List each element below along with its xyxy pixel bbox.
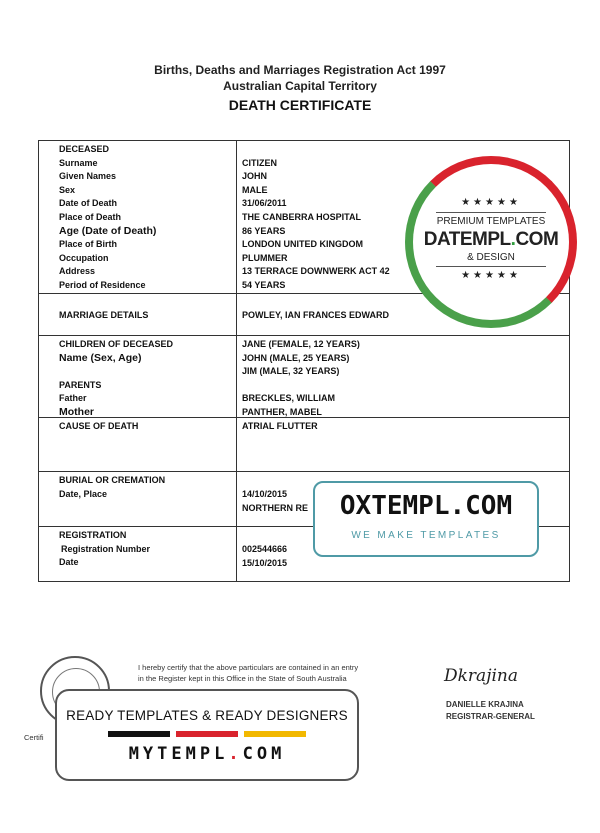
registrar-title: REGISTRAR-GENERAL bbox=[446, 712, 535, 721]
age-value: 86 YEARS bbox=[242, 225, 286, 236]
given-names-label: Given Names bbox=[59, 171, 117, 182]
oxtempl-tagline: WE MAKE TEMPLATES bbox=[351, 530, 501, 541]
document-header bbox=[0, 62, 600, 115]
sex-value: MALE bbox=[242, 184, 268, 195]
sex-label: Sex bbox=[59, 184, 76, 195]
registrar-name: DANIELLE KRAJINA bbox=[446, 700, 524, 709]
design-text: & DESIGN bbox=[467, 252, 515, 263]
registration-heading: REGISTRATION bbox=[59, 530, 127, 540]
period-of-residence-label: Period of Residence bbox=[59, 279, 146, 290]
place-of-birth-value: LONDON UNITED KINGDOM bbox=[242, 239, 363, 250]
given-names-value: JOHN bbox=[242, 171, 268, 182]
marriage-label: MARRIAGE DETAILS bbox=[59, 309, 149, 320]
burial-date: 14/10/2015 bbox=[242, 489, 288, 499]
burial-heading: BURIAL OR CREMATION bbox=[59, 475, 166, 485]
period-of-residence-value: 54 YEARS bbox=[242, 279, 286, 290]
datempl-tld: COM bbox=[515, 229, 559, 250]
parents-heading: PARENTS bbox=[59, 379, 102, 390]
child-3-value: JIM (MALE, 32 YEARS) bbox=[242, 366, 340, 377]
occupation-value: PLUMMER bbox=[242, 252, 288, 263]
marriage-value: POWLEY, IAN FRANCES EDWARD bbox=[242, 309, 390, 320]
cause-label: CAUSE OF DEATH bbox=[59, 421, 139, 431]
child-1-value: JANE (FEMALE, 12 YEARS) bbox=[242, 339, 360, 349]
mytempl-brand bbox=[57, 743, 357, 765]
datempl-dot: . bbox=[510, 229, 516, 250]
datempl-brand bbox=[413, 229, 569, 251]
surname-label: Surname bbox=[59, 157, 98, 168]
star-rating-icon: ★★★★★ bbox=[461, 197, 521, 208]
date-of-death-value: 31/06/2011 bbox=[242, 198, 287, 209]
date-of-death-label: Date of Death bbox=[59, 198, 118, 209]
child-2-value: JOHN (MALE, 25 YEARS) bbox=[242, 352, 350, 363]
mother-value: PANTHER, MABEL bbox=[242, 406, 322, 417]
mytempl-name: MYTEMPL bbox=[128, 744, 229, 764]
burial-label: Date, Place bbox=[59, 488, 108, 499]
cause-section bbox=[39, 418, 569, 472]
father-label: Father bbox=[59, 393, 87, 404]
surname-value: CITIZEN bbox=[242, 157, 277, 168]
registration-date-value: 15/10/2015 bbox=[242, 557, 288, 568]
black-bar bbox=[108, 731, 170, 737]
children-heading: CHILDREN OF DECEASED bbox=[59, 339, 174, 349]
badge-divider-bottom bbox=[436, 266, 546, 267]
certificate-title: DEATH CERTIFICATE bbox=[228, 97, 372, 113]
mytempl-tagline: READY TEMPLATES & READY DESIGNERS bbox=[66, 708, 348, 723]
children-subheading: Name (Sex, Age) bbox=[59, 351, 142, 364]
registration-number-label: Registration Number bbox=[61, 543, 151, 554]
deceased-heading: DECEASED bbox=[59, 144, 110, 154]
certified-text: Certifi bbox=[24, 733, 44, 742]
age-label: Age (Date of Death) bbox=[59, 224, 157, 237]
mother-label: Mother bbox=[59, 405, 94, 418]
certification-line-2: in the Register kept in this Office in the State of South Australia bbox=[138, 674, 347, 683]
registration-date-label: Date bbox=[59, 557, 79, 568]
color-bars bbox=[57, 731, 357, 737]
registration-number-value: 002544666 bbox=[242, 544, 288, 554]
territory-title: Australian Capital Territory bbox=[223, 79, 377, 93]
oxtempl-banner bbox=[313, 481, 539, 557]
address-label: Address bbox=[59, 266, 96, 277]
father-value: BRECKLES, WILLIAM bbox=[242, 393, 335, 404]
star-rating-icon-bottom: ★★★★★ bbox=[461, 270, 521, 281]
oxtempl-brand: OXTEMPL.COM bbox=[339, 491, 513, 521]
registrar-block bbox=[446, 699, 535, 723]
place-of-birth-label: Place of Birth bbox=[59, 239, 118, 250]
mytempl-tld: COM bbox=[242, 744, 286, 764]
place-of-death-value: THE CANBERRA HOSPITAL bbox=[242, 211, 361, 222]
datempl-name: DATEMPL bbox=[423, 229, 511, 250]
certification-line-1: I hereby certify that the above particulars are contained in an entry bbox=[138, 663, 359, 672]
mytempl-dot: . bbox=[228, 744, 243, 764]
act-title: Births, Deaths and Marriages Registration Act 1997 bbox=[154, 63, 446, 77]
place-of-death-label: Place of Death bbox=[59, 211, 122, 222]
certification-text bbox=[138, 662, 408, 684]
occupation-label: Occupation bbox=[59, 252, 109, 263]
burial-place: NORTHERN RE bbox=[242, 502, 309, 513]
children-section bbox=[39, 336, 569, 418]
datempl-badge bbox=[405, 156, 577, 328]
cause-value: ATRIAL FLUTTER bbox=[242, 421, 318, 431]
yellow-bar bbox=[244, 731, 306, 737]
premium-templates-text: PREMIUM TEMPLATES bbox=[436, 216, 546, 227]
red-bar bbox=[176, 731, 238, 737]
registrar-signature: Dkrajina bbox=[444, 666, 518, 686]
badge-divider bbox=[436, 212, 546, 213]
address-value: 13 TERRACE DOWNWERK ACT 42 bbox=[242, 266, 390, 277]
mytempl-banner bbox=[55, 689, 359, 781]
